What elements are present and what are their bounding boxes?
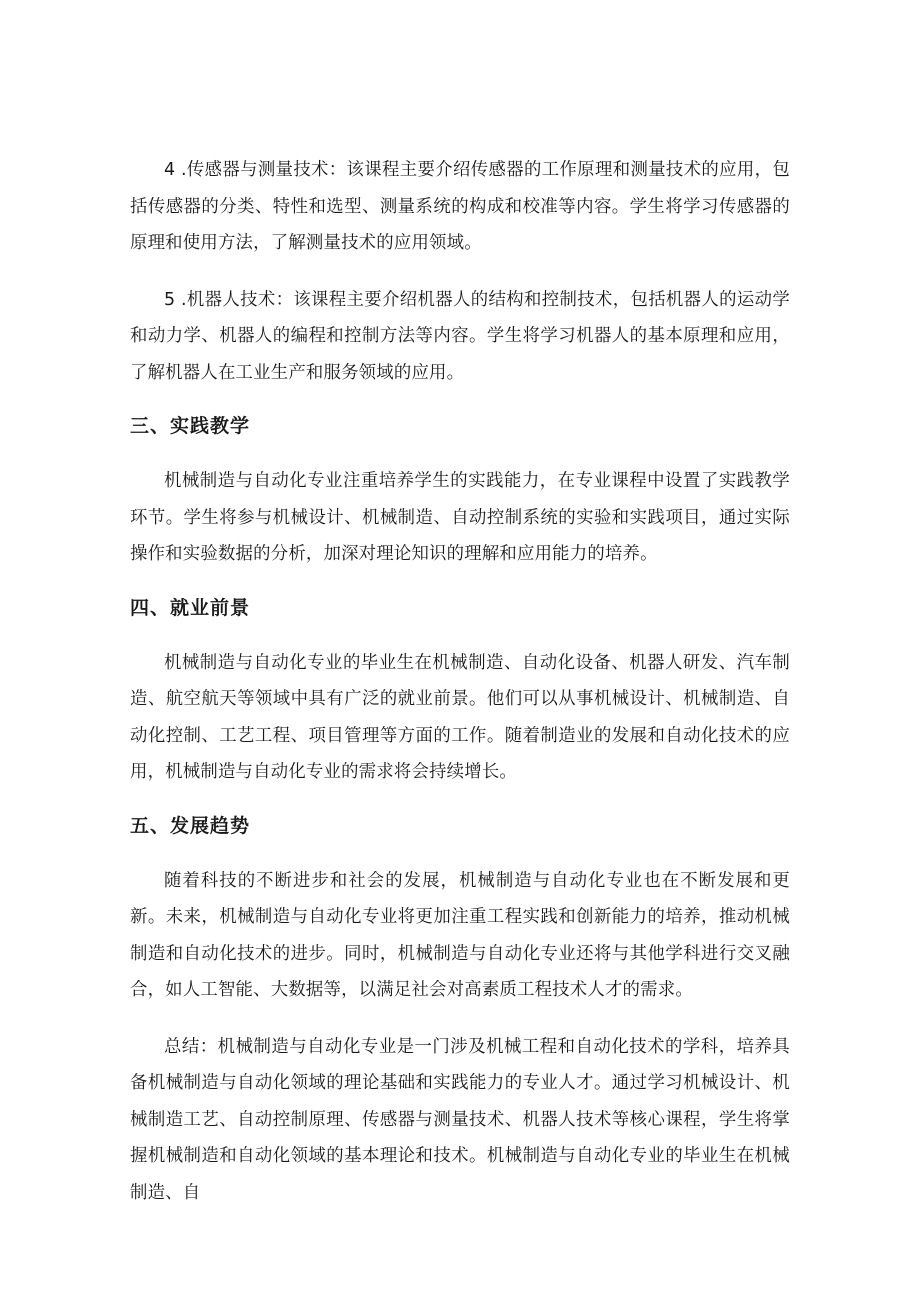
item-number: 5 bbox=[164, 289, 176, 310]
summary-paragraph: 总结：机械制造与自动化专业是一门涉及机械工程和自动化技术的学科，培养具备机械制造与自动化领域的理论基础和实践能力的专业人才。通过学习机械设计、机械制造工艺、自动控制原理、传感器与测量技术、机器人技术等核心课程，学生将掌握机械制造和自动化领域的基本理论和技术。机械制造与自动化专业的毕业生在机械制造、自 bbox=[130, 1036, 790, 1203]
section-text-practice: 机械制造与自动化专业注重培养学生的实践能力，在专业课程中设置了实践教学环节。学生将参与机械设计、机械制造、自动控制系统的实验和实践项目，通过实际操作和实验数据的分析，加深对理论知识的理解和应用能力的培养。 bbox=[130, 471, 790, 564]
section-text-employment: 机械制造与自动化专业的毕业生在机械制造、自动化设备、机器人研发、汽车制造、航空航天等领域中具有广泛的就业前景。他们可以从事机械设计、机械制造、自动化控制、工艺工程、项目管理等方面的工作。随着制造业的发展和自动化技术的应用，机械制造与自动化专业的需求将会持续增长。 bbox=[130, 652, 790, 782]
section-text-trends: 随着科技的不断进步和社会的发展，机械制造与自动化专业也在不断发展和更新。未来，机械制造与自动化专业将更加注重工程实践和创新能力的培养，推动机械制造和自动化技术的进步。同时，机械制造与自动化专业还将与其他学科进行交叉融合，如人工智能、大数据等，以满足社会对高素质工程技术人才的需求。 bbox=[130, 870, 790, 1000]
section-heading-employment: 四、就业前景 bbox=[130, 596, 251, 619]
course-item-5 bbox=[130, 282, 790, 392]
document-body bbox=[130, 152, 790, 1231]
section-heading-trends: 五、发展趋势 bbox=[130, 814, 251, 837]
item-number: 4 bbox=[164, 160, 176, 180]
section-heading-practice: 三、实践教学 bbox=[130, 415, 251, 437]
item-text: .传感器与测量技术：该课程主要介绍传感器的工作原理和测量技术的应用，包括传感器的分类、特性和选型、测量系统的构成和校准等内容。学生将学习传感器的原理和使用方法，了解测量技术的应用领域。 bbox=[130, 160, 790, 253]
course-item-4 bbox=[130, 152, 790, 262]
item-text: .机器人技术：该课程主要介绍机器人的结构和控制技术，包括机器人的运动学和动力学、机器人的编程和控制方法等内容。学生将学习机器人的基本原理和应用，了解机器人在工业生产和服务领域的应用。 bbox=[130, 289, 790, 383]
